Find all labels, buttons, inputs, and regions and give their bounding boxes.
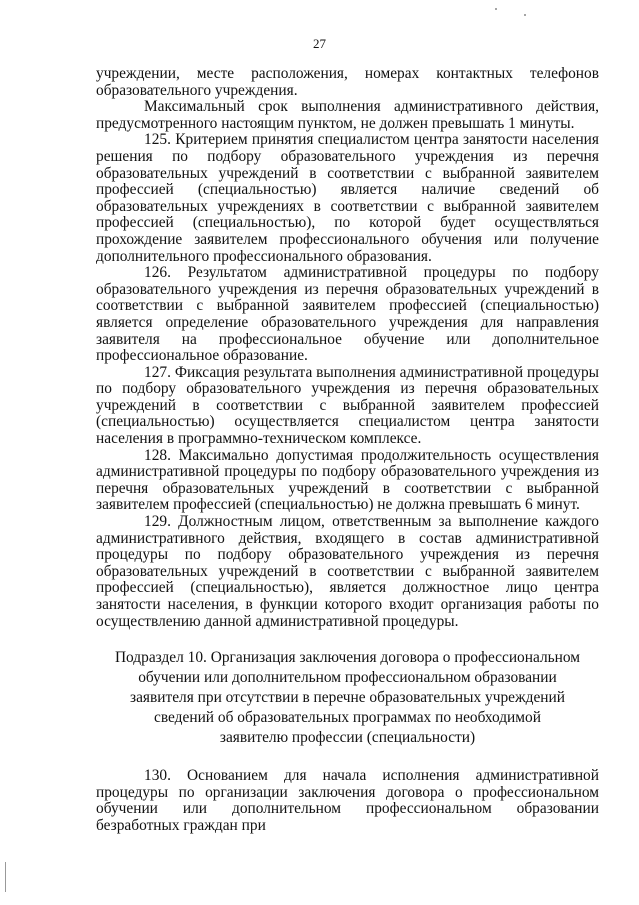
- paragraph-125: 125. Критерием принятия специалистом центра занятости населения решения по подбору образовательного учреждения из перечня образовательных учреждений в соответствии с выбранной заявителем профессией (специальностью) является наличие сведений об образовательных учреждениях в соответствии с выбранной заявителем профессией (специальностью), по которой будет осуществляться прохождение заявителем профессионального обучения или получение дополнительного профессионального образования.: [96, 131, 599, 265]
- heading-line: Подраздел 10. Организация заключения договора о профессиональном: [114, 649, 581, 667]
- heading-line: сведений об образовательных программах по необходимой: [154, 709, 541, 727]
- paragraph-max-time: Максимальный срок выполнения административного действия, предусмотренного настоящим пунктом, не должен превышать 1 минуты.: [96, 98, 599, 132]
- paragraph-continuation: учреждении, месте расположения, номерах контактных телефонов образовательного учреждения.: [96, 65, 599, 99]
- paragraph-130: 130. Основанием для начала исполнения административной процедуры по организации заключения договора о профессиональном обучении или дополнительном профессиональном образовании безработных граждан при: [96, 767, 599, 834]
- scan-artifact-line: [5, 862, 6, 892]
- scan-artifact-dot: [495, 8, 497, 10]
- heading-line: заявителю профессии (специальности): [219, 729, 476, 747]
- paragraph-129: 129. Должностным лицом, ответственным за выполнение каждого административного действия, входящего в состав административной процедуры по подбору образовательного учреждения из перечня образовательных учреждений в соответствии с выбранной заявителем профессией (специальностью), является должностное лицо центра занятости населения, в функции которого входит организация работы по осуществлению данной административной процедуры.: [96, 513, 599, 630]
- paragraph-126: 126. Результатом административной процедуры по подбору образовательного учреждения из перечня образовательных учреждений в соответствии с выбранной заявителем профессией (специальностью) является определение образовательного учреждения для направления заявителя на профессиональное обучение или дополнительное профессиональное образование.: [96, 264, 599, 365]
- heading-line: заявителя при отсутствии в перечне образовательных учреждений: [129, 689, 566, 707]
- document-body: [96, 66, 599, 835]
- paragraph-127: 127. Фиксация результата выполнения административной процедуры по подбору образовательного учреждения из перечня образовательных учреждений в соответствии с выбранной заявителем профессией (специальностью) осуществляется специалистом центра занятости населения в программно-техническом комплексе.: [96, 363, 599, 448]
- paragraph-128: 128. Максимально допустимая продолжительность осуществления административной процедуры по подбору образовательного учреждения из перечня образовательных учреждений в соответствии с выбранной заявителем профессией (специальностью) не должна превышать 6 минут.: [96, 446, 599, 514]
- scan-artifact-dot: [524, 14, 526, 16]
- subsection-heading: [96, 648, 599, 748]
- page-number: 27: [313, 36, 326, 51]
- heading-line: обучении или дополнительном профессиональном образовании: [138, 669, 557, 687]
